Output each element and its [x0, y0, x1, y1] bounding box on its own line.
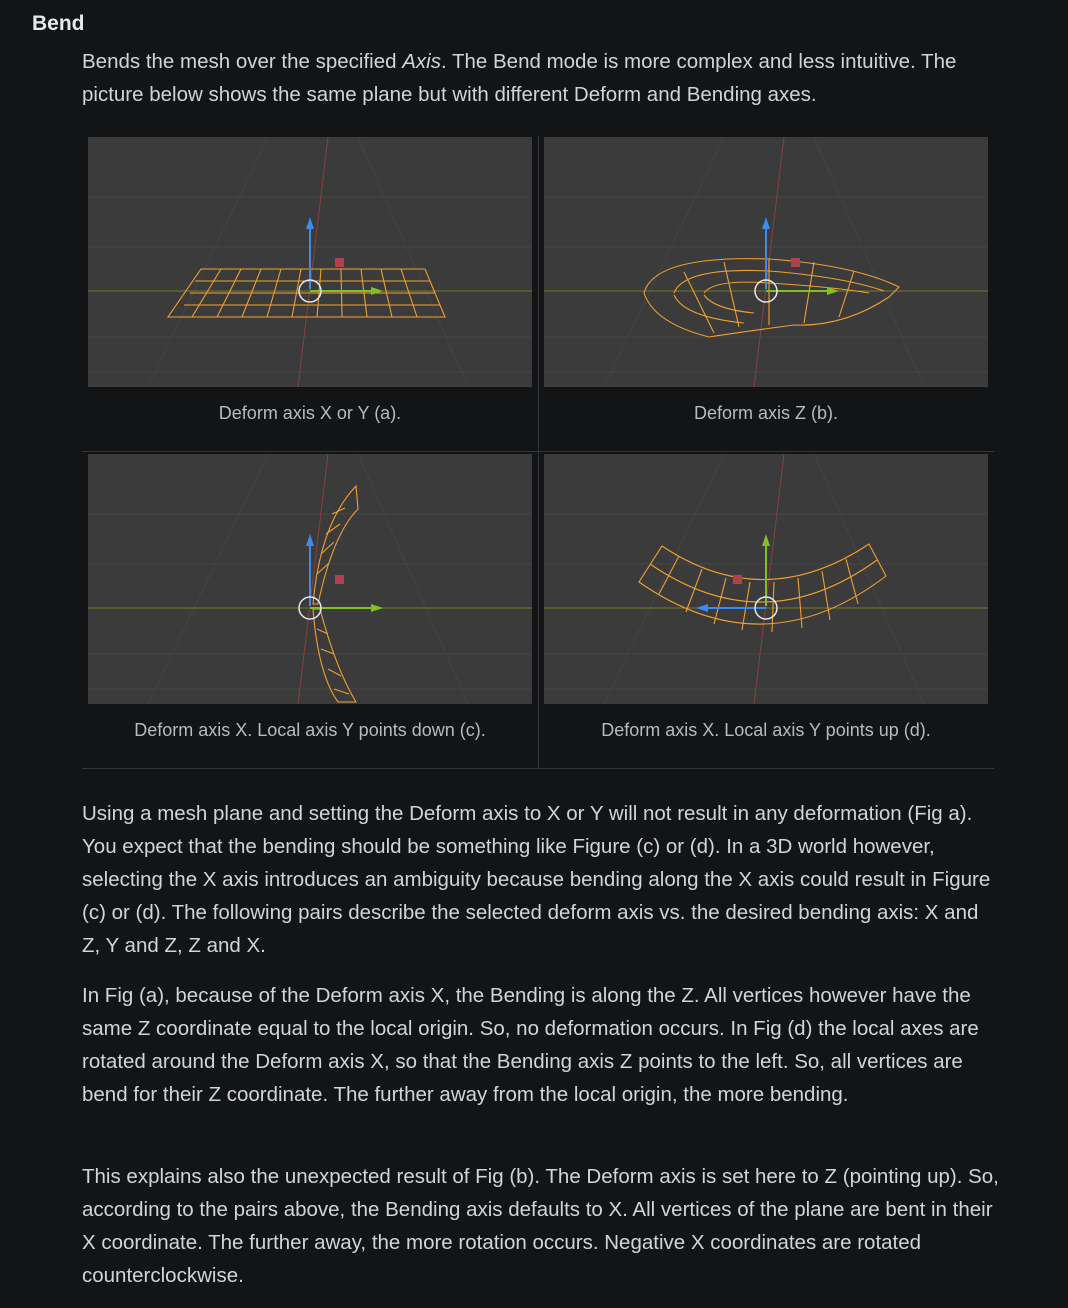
figure-d-image — [544, 454, 988, 704]
figure-b-caption: Deform axis Z (b). — [693, 403, 839, 423]
table-divider-vertical — [538, 136, 539, 769]
body-paragraph-1: Using a mesh plane and setting the Deform axis to X or Y will not result in any deformation (Fig a). You expect that the bending should be something like Figure (c) or (d). In a 3D world however, selecting the X axis introduces an ambiguity because bending along the X axis could result in Figure (c) or (d). The following pairs describe the selected deform axis vs. the desired bending axis: X and Z, Y and Z, Z and X. — [82, 802, 991, 957]
figure-a-caption: Deform axis X or Y (a). — [218, 403, 402, 423]
table-divider-middle — [82, 451, 994, 452]
figure-d-caption: Deform axis X. Local axis Y points up (d). — [601, 720, 931, 740]
intro-text-end: . The Bend mode is more complex and less intuitive. The picture below shows the same plane but with different Deform and Bending axes. — [82, 50, 957, 106]
table-divider-bottom — [82, 768, 994, 769]
intro-text-start: Bends the mesh over the specified — [82, 50, 403, 73]
figure-table — [82, 136, 994, 769]
figure-b-image — [544, 137, 988, 387]
body-paragraph-3: This explains also the unexpected result of Fig (b). The Deform axis is set here to Z (pointing up). So, according to the pairs above, the Bending axis defaults to X. All vertices of the plane are bent in their X coordinate. The further away, the more rotation occurs. Negative X coordinates are rotated counterclockwise. — [82, 1165, 999, 1287]
figure-a-image — [88, 137, 532, 387]
intro-paragraph — [82, 45, 1002, 111]
axis-emphasis: Axis — [402, 50, 441, 73]
figure-c-caption: Deform axis X. Local axis Y points down (c). — [134, 720, 486, 740]
figure-c-image — [88, 454, 532, 704]
body-paragraph-2: In Fig (a), because of the Deform axis X, the Bending is along the Z. All vertices however have the same Z coordinate equal to the local origin. So, no deformation occurs. In Fig (d) the local axes are rotated around the Deform axis X, so that the Bending axis Z points to the left. So, all vertices are bend for their Z coordinate. The further away from the local origin, the more bending. — [82, 984, 979, 1106]
section-term: Bend — [32, 12, 85, 35]
